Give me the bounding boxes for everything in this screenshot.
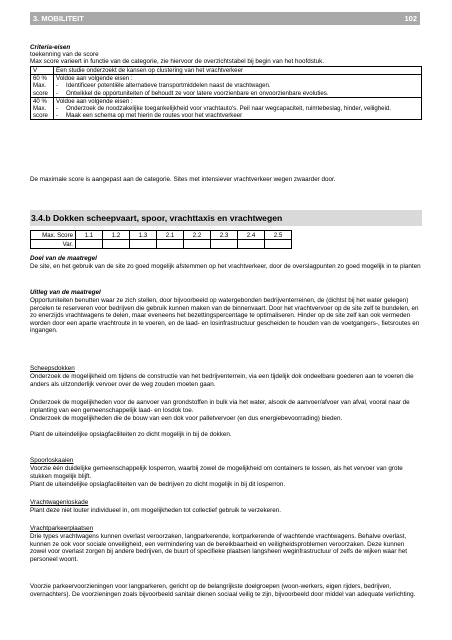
score-col: 2.1 <box>157 231 184 240</box>
spoorloskaaien-p2: Plant de uiteindelijke opslagfaciliteiten van de bedrijven zo dicht mogelijk in bij dit losperron. <box>30 481 286 488</box>
criteria-note: De maximale score is aangepast aan de categorie. Sites met intensiever vrachtverkeer wegen zwaarder door. <box>30 176 336 183</box>
criteria-cell <box>54 75 422 98</box>
criteria-line2: Max score varieert in functie van de categorie, zie hiervoor de overzichtstabel bij begin van het hoofdstuk. <box>30 58 325 65</box>
vrachtparkeer-p1: Drie types vrachtwagens kunnen overlast veroorzaken, langparkerende, kortparkerende of wachtende vrachtwagens. Behalve overlast, kunnen ze ook voor sociale onveiligheid, een vermindering van de bereikbaarheid en veiligheidsproblemen veroorzaken. Deze kunnen zowel voor overlast zorgen bij andere bedrijven, de buurt of specifieke plaatsen langsheen weginfrastructuur of zelfs de wijken waar het personeel woont. <box>30 533 407 563</box>
doel-text: De site, en het gebruik van de site zo goed mogelijk afstemmen op het vrachtverkeer, door de overslagpunten zo goed mogelijk in te planten <box>30 263 421 270</box>
vrachtparkeer-p2: Voorzie parkeervoorzieningen voor langparkeren, gericht op de belangrijkste doelgroepen (woon-werkers, eigen rijders, bedrijven, overnachters). De voorzieningen zoals bijvoorbeeld sanitair dienen sociaal veilig te zijn, bijvoorbeeld door middel van adequate verlichting. <box>30 583 416 598</box>
criteria-key: V <box>31 67 54 75</box>
list-item-text: Ontwikkel de opportuniteiten of behoudt ze voor latere voorzienbare en onvoorzienbare evoluties. <box>66 89 329 97</box>
list-item-text: Maak een schema op met hierin de routes voor het vrachtverkeer <box>66 112 243 120</box>
scheepsdokken-title: Scheepsdokken <box>30 365 75 372</box>
criteria-title: Criteria-eisen <box>30 44 71 51</box>
criteria-line1: toekenning van de score <box>30 51 99 58</box>
score-row-max <box>31 231 292 240</box>
score-col: 1.1 <box>76 231 103 240</box>
score-col: 2.4 <box>238 231 265 240</box>
criteria-row <box>31 75 422 98</box>
list-item: - Identificeer potentiële alternatieve transportmiddelen naast de vrachtwagen. <box>56 82 271 90</box>
uitleg-title: Uitleg van de maatregel <box>30 289 101 296</box>
criteria-key: 40 % Max. score <box>31 97 54 120</box>
uitleg-text: Opportuniteiten benutten waar ze zich stellen, door bijvoorbeeld op watergebonden bedrijventerreinen, de (dichtst bij het water gelegen) percelen te reserveren voor bedrijven die gebruik kunnen maken van de binnenvaart. Door het vrachtvervoer op de site zelf te bundelen, en zo enerzijds vrachtwagens te delen, maar eveneens het bezettingspercentage te optimaliseren. Hinder op de site zelf kan ook vermeden worden door een aparte vrachtroute in te voeren, en de laad- en losinfrastructuur gescheiden te houden van de voetgangers-, fietsroutes en ingangen. <box>30 297 420 335</box>
score-col: 2.5 <box>265 231 292 240</box>
list-item: - Maak een schema op met hierin de routes voor het vrachtverkeer <box>56 112 243 120</box>
score-cell <box>184 240 211 249</box>
criteria-text: Een studie onderzoekt de kansen op clustering van het vrachtverkeer <box>54 67 422 75</box>
list-item: - Ontwikkel de opportuniteiten of behoudt ze voor latere voorzienbare en onvoorzienbare evoluties. <box>56 89 329 97</box>
score-cell <box>103 240 130 249</box>
scheepsdokken-p4: Plant de uiteindelijke opslagfaciliteiten zo dicht mogelijk in bij de dokken. <box>30 431 232 438</box>
score-label-max: Max. Score <box>31 231 76 240</box>
score-row-var <box>31 240 292 249</box>
score-cell <box>157 240 184 249</box>
spoorloskaaien-title: Spoorloskaaien <box>30 457 74 464</box>
list-item-text: Identificeer potentiële alternatieve transportmiddelen naast de vrachtwagen. <box>66 82 271 90</box>
criteria-intro: Voldoe aan volgende eisen : <box>56 97 133 105</box>
vrachtparkeer-title: Vrachtparkeerplaatsen <box>30 525 94 532</box>
vrachtwagenloskade-p1: Plant deze niet louter individueel in, om mogelijkheden tot collectief gebruik te verzekeren. <box>30 507 281 514</box>
criteria-row <box>31 67 422 75</box>
page-number: 102 <box>404 14 417 23</box>
score-cell <box>130 240 157 249</box>
score-cell <box>238 240 265 249</box>
spoorloskaaien-p1: Voorzie één duidelijke gemeenschappelijk losperron, waarbij zowel de mogelijkheid om containers te lossen, als het vervoer van grote stukken mogelijk blijft. <box>30 465 403 480</box>
score-col: 1.2 <box>103 231 130 240</box>
score-col: 2.3 <box>211 231 238 240</box>
criteria-cell <box>54 97 422 120</box>
scheepsdokken-p1: Onderzoek de mogelijkheid om tijdens de constructie van het bedrijventerrein, via een tijdelijk dok ondeelbare goederen aan te voeren die anders als uitzonderlijk vervoer over de weg zouden moeten gaan. <box>30 373 414 388</box>
score-col: 1.3 <box>130 231 157 240</box>
criteria-intro: Voldoe aan volgende eisen : <box>56 75 133 83</box>
criteria-table <box>30 66 422 120</box>
score-table <box>30 230 292 249</box>
section-title: 3.4.b Dokken scheepvaart, spoor, vrachttaxis en vrachtwegen <box>30 210 422 226</box>
scheepsdokken-p2: Onderzoek de mogelijkheden voor de aanvoer van grondstoffen in bulk via het water, alsook de aanvoer/afvoer van afval, vooral naar de inplanting van een gemeenschappelijk laad- en losdok toe. <box>30 399 410 414</box>
scheepsdokken-p3: Onderzoek de mogelijkheden die de bouw van een dok voor palletvervoer (en dus energiebevoorrading) bieden. <box>30 415 343 422</box>
score-cell <box>265 240 292 249</box>
score-label-var: Var. <box>31 240 76 249</box>
criteria-key: 60 % Max. score <box>31 75 54 98</box>
page-header <box>30 12 420 25</box>
doel-title: Doel van de maatregel <box>30 255 97 262</box>
score-cell <box>76 240 103 249</box>
criteria-row <box>31 97 422 120</box>
vrachtwagenloskade-title: Vrachtwagenloskade <box>30 499 89 506</box>
list-item: - Onderzoek de noodzakelijke toegankelijkheid voor vrachtauto's. Peil naar wegcapaciteit, ruimtebeslag, hinder, veiligheid. <box>56 105 392 113</box>
score-col: 2.2 <box>184 231 211 240</box>
score-cell <box>211 240 238 249</box>
chapter-title: 3. MOBILITEIT <box>33 14 84 23</box>
list-item-text: Onderzoek de noodzakelijke toegankelijkheid voor vrachtauto's. Peil naar wegcapaciteit, ruimtebeslag, hinder, veiligheid. <box>66 105 392 113</box>
